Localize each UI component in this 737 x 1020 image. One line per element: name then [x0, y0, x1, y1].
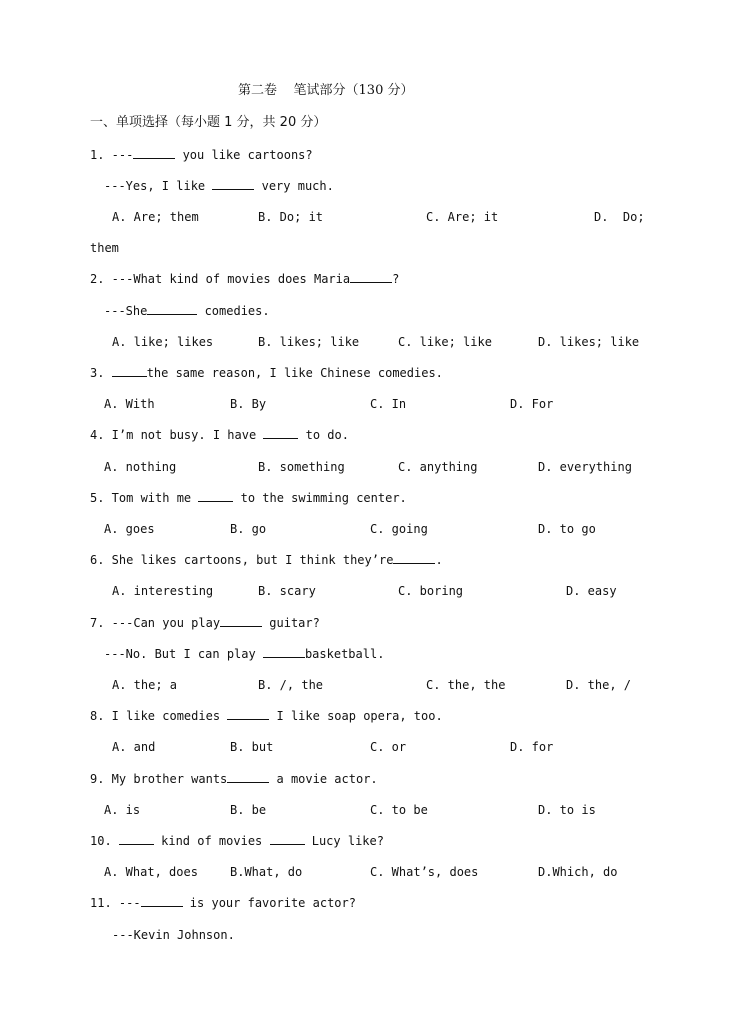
answer-blank: [147, 303, 197, 315]
option-a: A. interesting: [112, 584, 214, 598]
option-d: D. For: [510, 397, 554, 411]
option-a: A. What, does: [104, 865, 198, 879]
answer-blank: [220, 615, 262, 627]
option-c: C. anything: [398, 460, 478, 474]
option-b: B. By: [230, 397, 267, 411]
option-b: B. go: [230, 522, 267, 536]
answer-blank: [119, 833, 154, 845]
option-a: A. the; a: [112, 678, 178, 692]
answer-blank: [112, 365, 147, 377]
option-a: A. is: [104, 803, 141, 817]
option-b: B. be: [230, 803, 267, 817]
question-9: 9. My brother wants a movie actor.: [90, 772, 378, 786]
answer-blank: [133, 147, 175, 159]
option-a: A. and: [112, 740, 156, 754]
answer-blank: [141, 895, 183, 907]
section-heading: 一、单项选择（每小题 1 分，共 20 分）: [90, 115, 327, 130]
question-3: 3. the same reason, I like Chinese comedies.: [90, 366, 443, 380]
option-d: D. Do;: [594, 210, 645, 224]
question-4: 4. I’m not busy. I have to do.: [90, 428, 349, 442]
question-11-reply: ---Kevin Johnson.: [112, 928, 235, 942]
question-6: 6. She likes cartoons, but I think they’re .: [90, 553, 443, 567]
option-a: A. nothing: [104, 460, 177, 474]
option-a: A. like; likes: [112, 335, 214, 349]
option-b: B. something: [258, 460, 345, 474]
question-7-reply: ---No. But I can play basketball.: [104, 647, 385, 661]
option-c: C. going: [370, 522, 428, 536]
option-d: D. for: [510, 740, 554, 754]
answer-blank: [227, 771, 269, 783]
question-2: 2. ---What kind of movies does Maria ?: [90, 272, 400, 286]
paper-title: 第二卷 笔试部分（130 分）: [238, 83, 414, 98]
question-1: 1. --- you like cartoons?: [90, 148, 313, 162]
option-d: D. everything: [538, 460, 632, 474]
question-10: 10. kind of movies Lucy like?: [90, 834, 384, 848]
answer-blank: [393, 552, 435, 564]
option-d: D. easy: [566, 584, 617, 598]
option-c: C. Are; it: [426, 210, 499, 224]
option-a: A. goes: [104, 522, 155, 536]
option-c: C. What’s, does: [370, 865, 479, 879]
question-11: 11. --- is your favorite actor?: [90, 896, 356, 910]
answer-blank: [198, 490, 233, 502]
option-c: C. or: [370, 740, 407, 754]
option-b: B. likes; like: [258, 335, 360, 349]
option-d: D. likes; like: [538, 335, 640, 349]
option-b: B. Do; it: [258, 210, 324, 224]
option-a: A. Are; them: [112, 210, 199, 224]
option-c: C. In: [370, 397, 407, 411]
question-2-reply: ---She comedies.: [104, 304, 270, 318]
question-8: 8. I like comedies I like soap opera, too.: [90, 709, 443, 723]
option-d: D. the, /: [566, 678, 632, 692]
answer-blank: [270, 833, 305, 845]
answer-blank: [212, 178, 254, 190]
option-c: C. to be: [370, 803, 428, 817]
option-b: B. /, the: [258, 678, 324, 692]
answer-blank: [227, 708, 269, 720]
answer-blank: [350, 271, 392, 283]
option-b: B. scary: [258, 584, 316, 598]
option-d: D.Which, do: [538, 865, 618, 879]
option-d-continued: them: [90, 241, 119, 255]
option-c: C. boring: [398, 584, 464, 598]
option-b: B. but: [230, 740, 274, 754]
answer-blank: [263, 646, 305, 658]
question-1-reply: ---Yes, I like very much.: [104, 179, 334, 193]
question-7: 7. ---Can you play guitar?: [90, 616, 320, 630]
option-d: D. to is: [538, 803, 596, 817]
option-c: C. the, the: [426, 678, 506, 692]
option-d: D. to go: [538, 522, 596, 536]
answer-blank: [263, 427, 298, 439]
option-c: C. like; like: [398, 335, 492, 349]
option-a: A. With: [104, 397, 155, 411]
question-5: 5. Tom with me to the swimming center.: [90, 491, 407, 505]
option-b: B.What, do: [230, 865, 303, 879]
